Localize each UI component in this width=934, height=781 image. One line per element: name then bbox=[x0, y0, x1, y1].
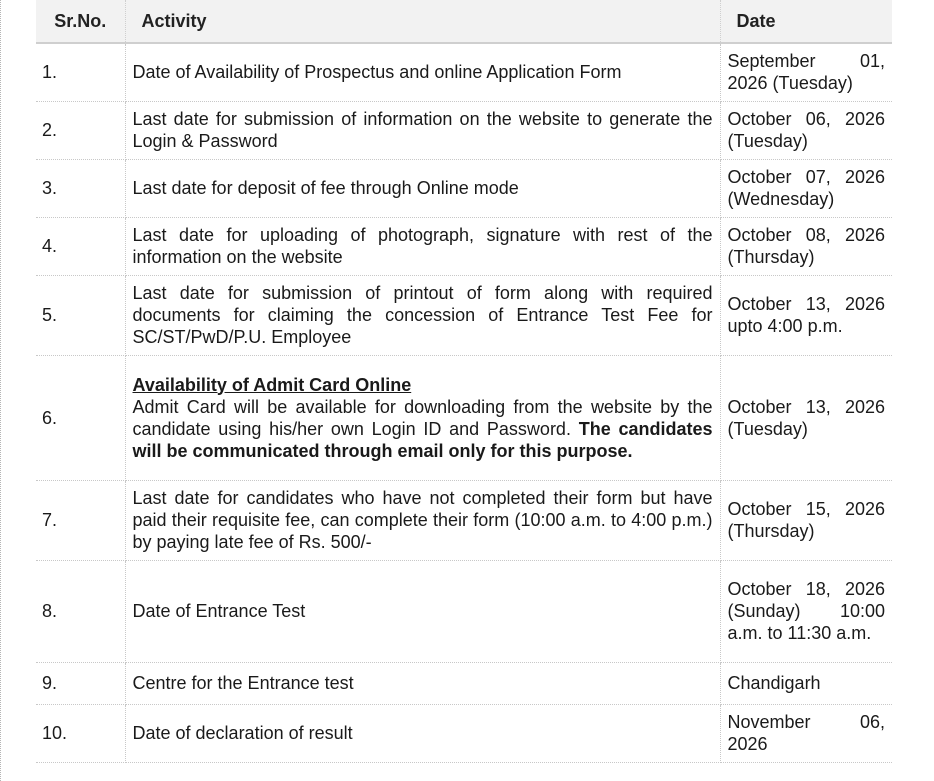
row-date: November 06, 2026 bbox=[720, 704, 892, 762]
row-srno: 3. bbox=[36, 159, 125, 217]
header-date: Date bbox=[720, 0, 892, 43]
table-row bbox=[36, 560, 892, 662]
header-activity: Activity bbox=[125, 0, 720, 43]
row-srno: 1. bbox=[36, 43, 125, 101]
admit-card-text: Admit Card will be available for downloading from the website by the candidate using his/her own Login ID and Password. bbox=[132, 396, 713, 439]
row-srno: 5. bbox=[36, 275, 125, 355]
row-activity: Date of declaration of result bbox=[125, 704, 720, 762]
row-date: October 07, 2026 (Wednesday) bbox=[720, 159, 892, 217]
table-row bbox=[36, 704, 892, 762]
row-activity: Last date for deposit of fee through Online mode bbox=[125, 159, 720, 217]
row-srno: 2. bbox=[36, 101, 125, 159]
row-activity: Last date for submission of information on the website to generate the Login & Password bbox=[125, 101, 720, 159]
admit-card-heading: Availability of Admit Card Online bbox=[132, 374, 412, 395]
table-row bbox=[36, 480, 892, 560]
row-date: October 13, 2026 (Tuesday) bbox=[720, 355, 892, 480]
row-activity: Date of Entrance Test bbox=[125, 560, 720, 662]
row-srno: 4. bbox=[36, 217, 125, 275]
table-row bbox=[36, 159, 892, 217]
row-activity: Date of Availability of Prospectus and online Application Form bbox=[125, 43, 720, 101]
row-srno: 6. bbox=[36, 355, 125, 480]
table-row bbox=[36, 101, 892, 159]
table-body bbox=[36, 43, 892, 762]
row-date: October 06, 2026 (Tuesday) bbox=[720, 101, 892, 159]
schedule-table bbox=[36, 0, 892, 763]
row-date: October 13, 2026 upto 4:00 p.m. bbox=[720, 275, 892, 355]
row-srno: 9. bbox=[36, 662, 125, 704]
table-header bbox=[36, 0, 892, 43]
row-srno: 7. bbox=[36, 480, 125, 560]
row-date: October 08, 2026 (Thursday) bbox=[720, 217, 892, 275]
row-activity: Last date for submission of printout of form along with required documents for claiming the concession of Entrance Test Fee for SC/ST/PwD/P.U. Employee bbox=[125, 275, 720, 355]
row-date: September 01, 2026 (Tuesday) bbox=[720, 43, 892, 101]
table-row bbox=[36, 662, 892, 704]
header-srno: Sr.No. bbox=[36, 0, 125, 43]
row-activity: Centre for the Entrance test bbox=[125, 662, 720, 704]
row-date: Chandigarh bbox=[720, 662, 892, 704]
admit-card-email-note: The candidates will be communicated through email only for this purpose. bbox=[132, 418, 713, 461]
table-row bbox=[36, 217, 892, 275]
row-date: October 15, 2026 (Thursday) bbox=[720, 480, 892, 560]
table-row bbox=[36, 355, 892, 480]
row-activity: Last date for candidates who have not completed their form but have paid their requisite fee, can complete their form (10:00 a.m. to 4:00 p.m.) by paying late fee of Rs. 500/- bbox=[125, 480, 720, 560]
header-row bbox=[36, 0, 892, 43]
page-left-border bbox=[0, 0, 1, 781]
table-row bbox=[36, 275, 892, 355]
table-row bbox=[36, 43, 892, 101]
row-activity: Last date for uploading of photograph, signature with rest of the information on the website bbox=[125, 217, 720, 275]
row-srno: 8. bbox=[36, 560, 125, 662]
row-activity-admit-card bbox=[125, 355, 720, 480]
row-srno: 10. bbox=[36, 704, 125, 762]
row-date: October 18, 2026 (Sunday) 10:00 a.m. to 11:30 a.m. bbox=[720, 560, 892, 662]
